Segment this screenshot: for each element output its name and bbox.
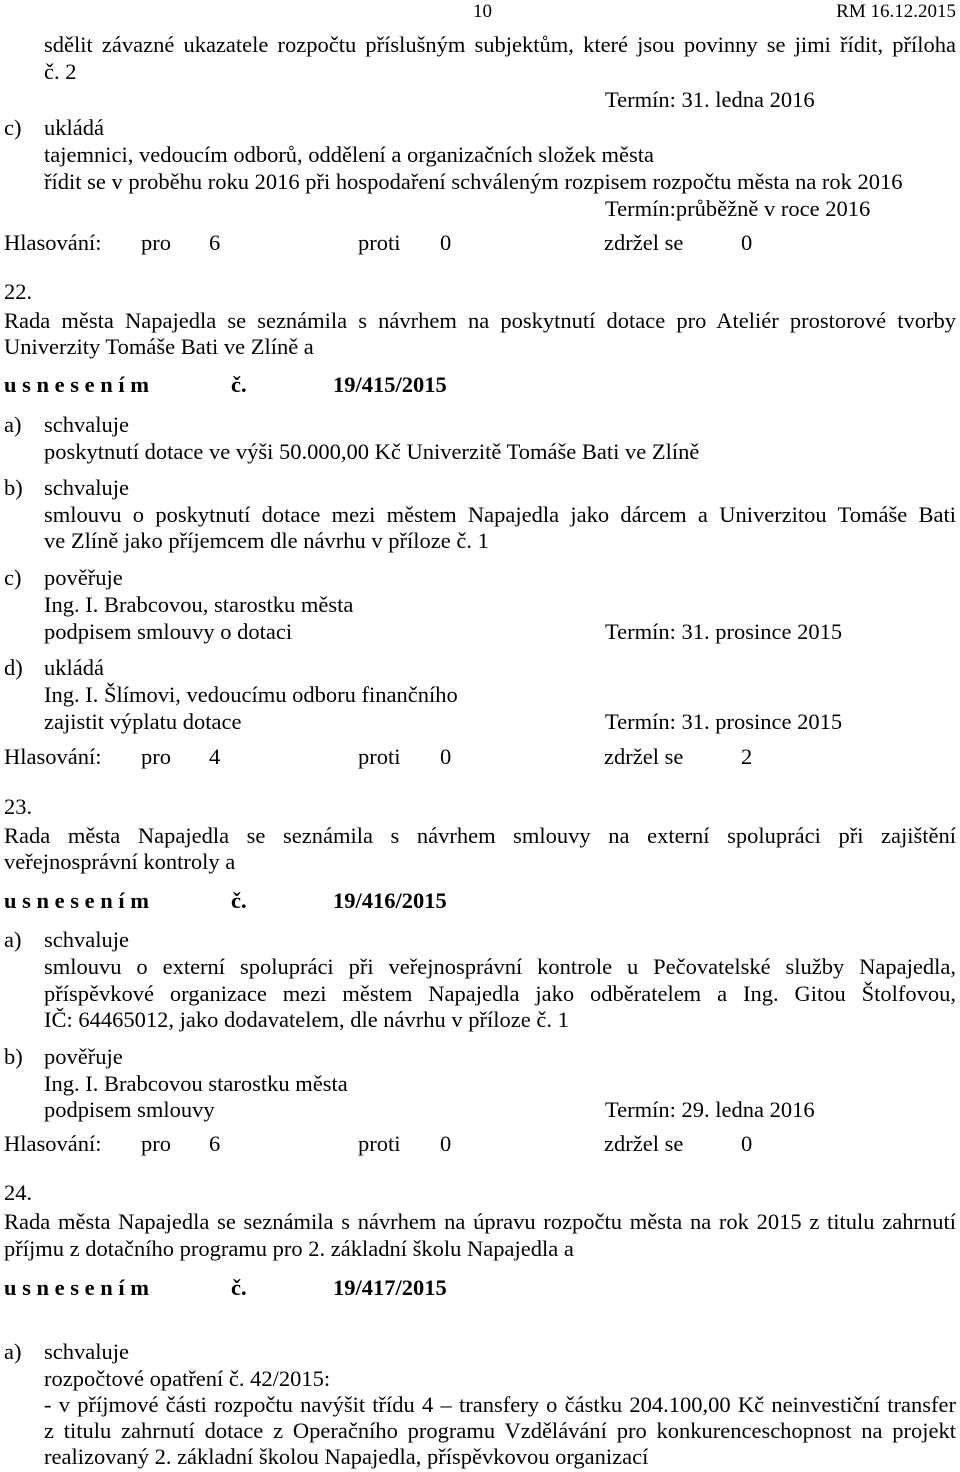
resolution-label: u s n e s e n í m <box>4 1275 150 1300</box>
clause-letter: c) <box>4 115 22 140</box>
deadline: Termín: 29. ledna 2016 <box>605 1097 815 1122</box>
resolution-label: u s n e s e n í m <box>4 888 150 913</box>
vote-abstain-label: zdržel se <box>604 230 684 255</box>
vote-label: Hlasování: <box>4 230 102 255</box>
clause-verb: schvaluje <box>44 475 129 500</box>
clause-text-line: realizovaný 2. základní školou Napajedla, příspěvkovou organizací <box>44 1444 649 1469</box>
clause-text-line: tajemnici, vedoucím odborů, oddělení a organizačních složek města <box>44 142 655 167</box>
clause-verb: ukládá <box>44 655 104 680</box>
clause-text-line: rozpočtové opatření č. 42/2015: <box>44 1366 331 1391</box>
clause-text-line: poskytnutí dotace ve výši 50.000,00 Kč Univerzitě Tomáše Bati ve Zlíně <box>44 439 700 464</box>
resolution-number: 19/415/2015 <box>333 372 447 397</box>
vote-against-count: 0 <box>440 744 452 769</box>
clause-letter: a) <box>4 412 22 437</box>
clause-letter: a) <box>4 927 22 952</box>
vote-abstain-label: zdržel se <box>604 1131 684 1156</box>
resolution-label: u s n e s e n í m <box>4 372 150 397</box>
continued-text-line: sdělit závazné ukazatele rozpočtu příslušným subjektům, které jsou povinny se jimi řídit, příloha <box>44 32 956 57</box>
clause-text-line: řídit se v proběhu roku 2016 při hospodaření schváleným rozpisem rozpočtu města na rok 2016 <box>44 169 903 194</box>
item-number: 22. <box>4 279 33 304</box>
clause-letter: c) <box>4 565 22 590</box>
clause-text-line: z titulu zahrnutí dotace z Operačního programu Vzdělávání pro konkurenceschopnost na projekt <box>44 1418 956 1443</box>
deadline: Termín: 31. prosince 2015 <box>605 619 843 644</box>
clause-text-line: Ing. I. Brabcovou, starostku města <box>44 592 354 617</box>
clause-text-line: smlouvu o poskytnutí dotace mezi městem Napajedla jako dárcem a Univerzitou Tomáše Bati <box>44 502 956 527</box>
vote-abstain-label: zdržel se <box>604 744 684 769</box>
vote-label: Hlasování: <box>4 1131 102 1156</box>
continued-text-line: č. 2 <box>44 59 77 84</box>
resolution-no-label: č. <box>231 888 247 913</box>
deadline: Termín:průběžně v roce 2016 <box>605 196 871 221</box>
clause-text-line: Ing. I. Šlímovi, vedoucímu odboru finančního <box>44 682 458 707</box>
item-intro-line: příjmu z dotačního programu pro 2. základní školu Napajedla a <box>4 1236 574 1261</box>
resolution-no-label: č. <box>231 1275 247 1300</box>
item-number: 24. <box>4 1180 33 1205</box>
page-number: 10 <box>473 1 492 22</box>
clause-letter: b) <box>4 475 23 500</box>
clause-text-line: podpisem smlouvy <box>44 1097 215 1122</box>
clause-verb: ukládá <box>44 115 104 140</box>
clause-text-line: příspěvkové organizace mezi městem Napajedla jako odběratelem a Ing. Gitou Štolfovou, <box>44 981 956 1006</box>
vote-against-label: proti <box>358 1131 401 1156</box>
vote-for-label: pro <box>141 744 171 769</box>
deadline: Termín: 31. ledna 2016 <box>605 87 815 112</box>
vote-for-label: pro <box>141 1131 171 1156</box>
item-intro-line: Univerzity Tomáše Bati ve Zlíně a <box>4 334 314 359</box>
deadline: Termín: 31. prosince 2015 <box>605 709 843 734</box>
vote-abstain-count: 0 <box>741 230 753 255</box>
item-intro-line: Rada města Napajedla se seznámila s návrhem na poskytnutí dotace pro Ateliér prostorové tvorby <box>4 308 956 333</box>
vote-for-label: pro <box>141 230 171 255</box>
item-intro-line: Rada města Napajedla se seznámila s návrhem smlouvy na externí spolupráci při zajištění <box>4 823 956 848</box>
clause-text-line: IČ: 64465012, jako dodavatelem, dle návrhu v příloze č. 1 <box>44 1007 569 1032</box>
clause-text-line: ve Zlíně jako příjemcem dle návrhu v příloze č. 1 <box>44 528 489 553</box>
item-intro-line: Rada města Napajedla se seznámila s návrhem na úpravu rozpočtu města na rok 2015 z titulu zahrnutí <box>4 1209 956 1234</box>
clause-text-line: zajistit výplatu dotace <box>44 709 242 734</box>
clause-letter: d) <box>4 655 23 680</box>
clause-verb: pověřuje <box>44 565 123 590</box>
clause-letter: a) <box>4 1339 22 1364</box>
resolution-number: 19/416/2015 <box>333 888 447 913</box>
item-number: 23. <box>4 794 33 819</box>
item-intro-line: veřejnosprávní kontroly a <box>4 849 236 874</box>
clause-verb: schvaluje <box>44 1339 129 1364</box>
clause-text-line: Ing. I. Brabcovou starostku města <box>44 1071 348 1096</box>
clause-text-line: smlouvu o externí spolupráci při veřejnosprávní kontrole u Pečovatelské služby Napajedla, <box>44 954 956 979</box>
vote-abstain-count: 2 <box>741 744 753 769</box>
resolution-no-label: č. <box>231 372 247 397</box>
vote-against-label: proti <box>358 744 401 769</box>
clause-text-line: podpisem smlouvy o dotaci <box>44 619 293 644</box>
vote-against-count: 0 <box>440 230 452 255</box>
document-reference: RM 16.12.2015 <box>836 1 956 22</box>
clause-verb: pověřuje <box>44 1044 123 1069</box>
vote-for-count: 4 <box>209 744 221 769</box>
clause-text-line: - v příjmové části rozpočtu navýšit třídu 4 – transfery o částku 204.100,00 Kč neinvestiční transfer <box>44 1392 956 1417</box>
vote-abstain-count: 0 <box>741 1131 753 1156</box>
vote-against-count: 0 <box>440 1131 452 1156</box>
resolution-number: 19/417/2015 <box>333 1275 447 1300</box>
vote-for-count: 6 <box>209 1131 221 1156</box>
vote-label: Hlasování: <box>4 744 102 769</box>
clause-letter: b) <box>4 1044 23 1069</box>
clause-verb: schvaluje <box>44 927 129 952</box>
clause-verb: schvaluje <box>44 412 129 437</box>
vote-against-label: proti <box>358 230 401 255</box>
vote-for-count: 6 <box>209 230 221 255</box>
